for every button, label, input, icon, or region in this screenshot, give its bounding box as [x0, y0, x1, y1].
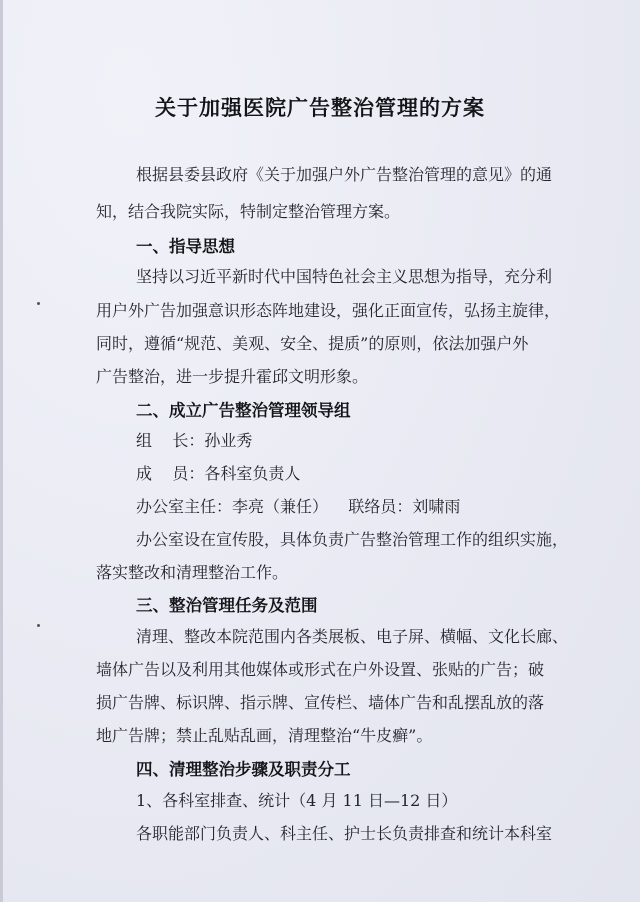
- scan-speck: [37, 302, 40, 305]
- office-line: 办公室主任：李亮（兼任） 联络员：刘啸雨: [136, 497, 461, 516]
- scan-speck: [37, 624, 40, 627]
- intro-line-2: 知，结合我院实际，特制定整治管理方案。: [96, 202, 401, 221]
- section-4-line-1: 1、各科室排查、统计（4 月 11 日—12 日）: [136, 791, 458, 810]
- section-3-heading: 三、整治管理任务及范围: [136, 596, 318, 615]
- section-3-line-2: 墙体广告以及利用其他媒体或形式在户外设置、张贴的广告；破: [96, 660, 545, 679]
- section-4-line-2: 各职能部门负责人、科主任、护士长负责排查和统计本科室: [136, 824, 553, 843]
- section-1-line-4: 广告整治，进一步提升霍邱文明形象。: [96, 367, 369, 386]
- section-4-heading: 四、清理整治步骤及职责分工: [136, 760, 351, 779]
- section-3-line-4: 地广告牌；禁止乱贴乱画，清理整治“牛皮癣”。: [96, 726, 433, 745]
- section-2-line-2: 落实整改和清理整治工作。: [96, 563, 289, 582]
- section-3-line-1: 清理、整改本院范围内各类展板、电子屏、横幅、文化长廊、: [136, 627, 569, 646]
- section-3-line-3: 损广告牌、标识牌、指示牌、宣传栏、墙体广告和乱摆乱放的落: [96, 693, 545, 712]
- members-line: 成 员：各科室负责人: [136, 464, 301, 483]
- section-2-line-1: 办公室设在宣传股，具体负责广告整治管理工作的组织实施，: [136, 530, 569, 549]
- section-1-line-2: 用户外广告加强意识形态阵地建设，强化正面宣传，弘扬主旋律，: [96, 301, 561, 320]
- section-1-line-3: 同时，遵循“规范、美观、安全、提质”的原则，依法加强户外: [96, 334, 529, 353]
- intro-line-1: 根据县委县政府《关于加强户外广告整治管理的意见》的通: [136, 165, 553, 184]
- section-2-heading: 二、成立广告整治管理领导组: [136, 401, 351, 420]
- section-1-heading: 一、指导思想: [136, 237, 235, 256]
- section-1-line-1: 坚持以习近平新时代中国特色社会主义思想为指导，充分利: [136, 267, 553, 286]
- page-edge: [0, 0, 3, 902]
- document-title: 关于加强医院广告整治管理的方案: [155, 96, 485, 120]
- leader-line: 组 长：孙业秀: [136, 431, 253, 450]
